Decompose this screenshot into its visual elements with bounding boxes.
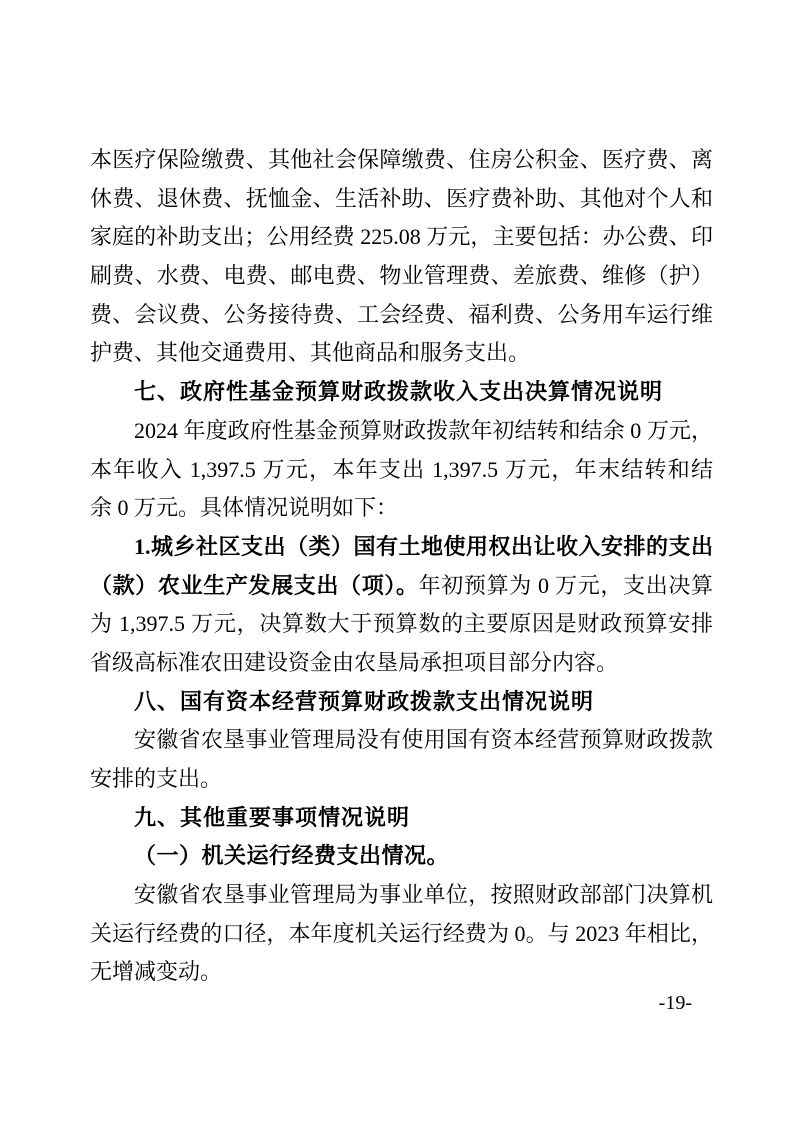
document-line: [90, 876, 713, 915]
document-line: [90, 915, 713, 954]
text-segment: 无增减变动。: [90, 959, 223, 985]
document-body: [90, 141, 713, 992]
document-line: [90, 683, 713, 722]
bold-text-segment: （一）机关运行经费支出情况。: [134, 843, 450, 869]
text-segment: 本医疗保险缴费、其他社会保障缴费、住房公积金、医疗费、离: [90, 147, 713, 172]
text-segment: 年初预算为 0 万元，支出决算: [418, 572, 713, 598]
text-segment: 余 0 万元。具体情况说明如下：: [90, 495, 399, 521]
text-segment: 安徽省农垦事业管理局没有使用国有资本经营预算财政拨款: [134, 727, 713, 753]
text-segment: 家庭的补助支出；公用经费 225.08 万元，主要包括：办公费、印: [90, 224, 713, 250]
text-segment: 休费、退休费、抚恤金、生活补助、医疗费补助、其他对个人和: [90, 185, 713, 211]
text-segment: 费、会议费、公务接待费、工会经费、福利费、公务用车运行维: [90, 301, 713, 327]
text-segment: 省级高标准农田建设资金由农垦局承担项目部分内容。: [90, 649, 619, 675]
document-line: [90, 644, 713, 683]
document-line: [90, 760, 713, 799]
document-line: [90, 296, 713, 335]
document-line: [90, 953, 713, 992]
document-line: [90, 412, 713, 451]
text-segment: 安排的支出。: [90, 766, 223, 791]
document-line: [90, 257, 713, 296]
document-line: [90, 605, 713, 644]
text-segment: 为 1,397.5 万元，决算数大于预算数的主要原因是财政预算安排: [90, 611, 713, 637]
text-segment: 护费、其他交通费用、其他商品和服务支出。: [90, 340, 531, 366]
page-number: -19-: [658, 992, 692, 1014]
document-line: [90, 373, 713, 412]
document-line: [90, 218, 713, 257]
document-line: [90, 334, 713, 373]
bold-text-segment: 九、其他重要事项情况说明: [134, 804, 411, 830]
bold-text-segment: （款）农业生产发展支出（项）。: [90, 572, 419, 598]
document-line: [90, 451, 713, 490]
document-line: [90, 721, 713, 760]
document-line: [90, 180, 713, 219]
document-line: [90, 489, 713, 528]
bold-text-segment: 八、国有资本经营预算财政拨款支出情况说明: [134, 688, 595, 714]
text-segment: 安徽省农垦事业管理局为事业单位，按照财政部部门决算机: [134, 882, 713, 908]
document-line: [90, 528, 713, 567]
text-segment: 2024 年度政府性基金预算财政拨款年初结转和结余 0 万元，: [134, 417, 713, 443]
document-line: [90, 837, 713, 876]
document-line: [90, 141, 713, 180]
bold-text-segment: 七、政府性基金预算财政拨款收入支出决算情况说明: [134, 379, 664, 405]
document-line: [90, 799, 713, 838]
document-line: [90, 567, 713, 606]
text-segment: 刷费、水费、电费、邮电费、物业管理费、差旅费、维修（护）: [90, 263, 713, 289]
text-segment: 关运行经费的口径，本年度机关运行经费为 0。与 2023 年相比，: [90, 920, 713, 946]
bold-text-segment: 1.城乡社区支出（类）国有土地使用权出让收入安排的支出: [134, 533, 713, 559]
text-segment: 本年收入 1,397.5 万元，本年支出 1,397.5 万元，年末结转和结: [90, 456, 713, 482]
